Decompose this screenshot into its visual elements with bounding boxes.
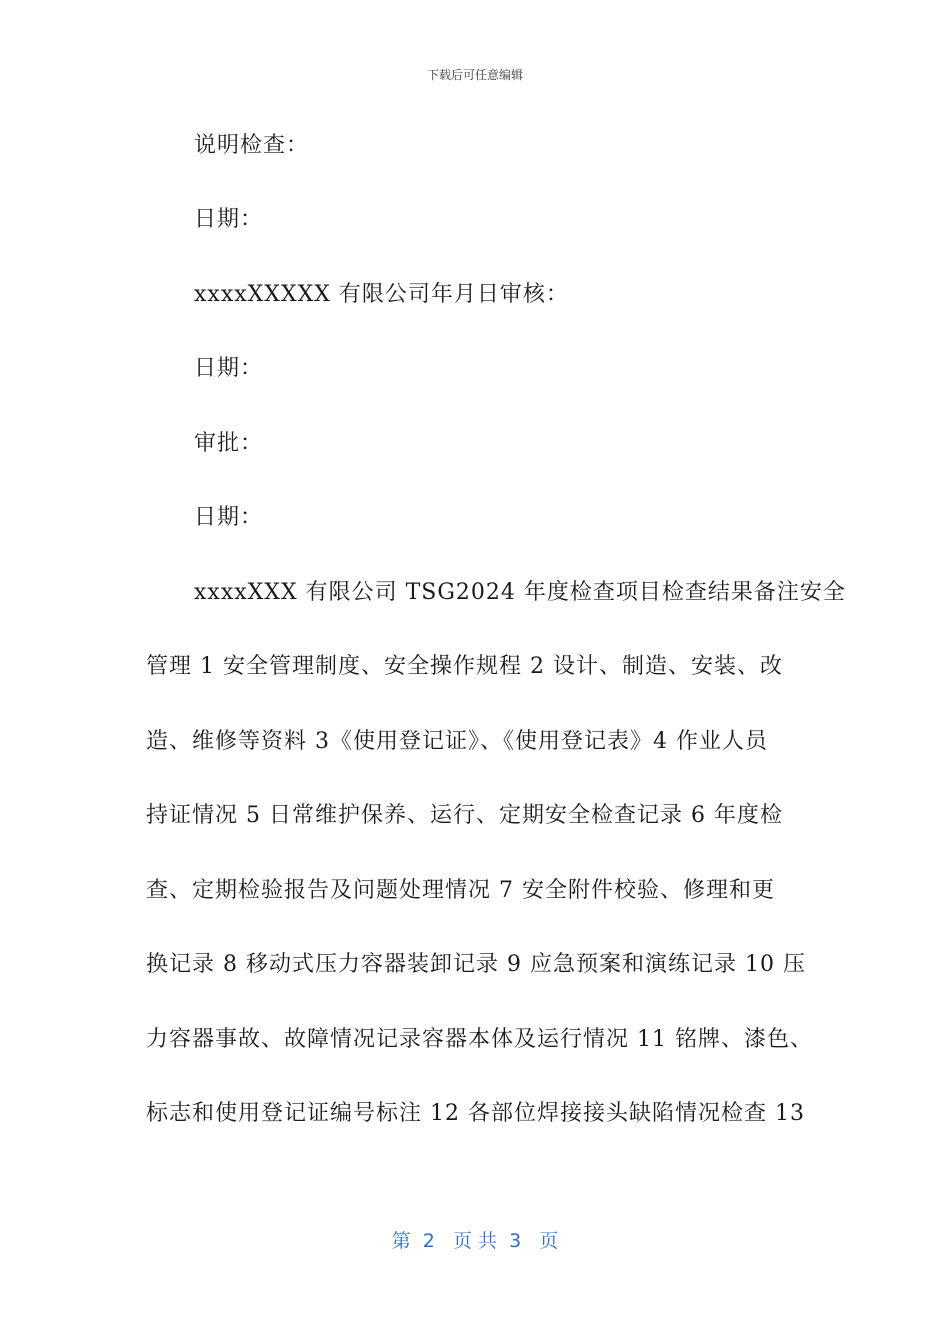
paragraph-line-3: 造、维修等资料 3《使用登记证》、《使用登记表》4 作业人员: [146, 729, 768, 754]
paragraph-line-2: 管理 1 安全管理制度、安全操作规程 2 设计、制造、安装、改: [146, 654, 783, 679]
text-line-date-3: 日期：: [194, 505, 264, 530]
text-line-approval: 审批：: [194, 431, 264, 456]
paragraph-line-5: 查、定期检验报告及问题处理情况 7 安全附件校验、修理和更: [146, 878, 775, 903]
paragraph-line-7: 力容器事故、故障情况记录容器本体及运行情况 11 铭牌、漆色、: [146, 1027, 813, 1052]
text-line-date-2: 日期：: [194, 356, 264, 381]
text-line-date-1: 日期：: [194, 207, 264, 232]
paragraph-line-4: 持证情况 5 日常维护保养、运行、定期安全检查记录 6 年度检: [146, 803, 783, 828]
paragraph-line-1: xxxxXXX 有限公司 TSG2024 年度检查项目检查结果备注安全: [194, 580, 846, 605]
paragraph-line-6: 换记录 8 移动式压力容器装卸记录 9 应急预案和演练记录 10 压: [146, 952, 806, 977]
page-number: 第 2 页 共 3 页: [391, 1230, 559, 1252]
paragraph-line-8: 标志和使用登记证编号标注 12 各部位焊接接头缺陷情况检查 13: [146, 1101, 805, 1126]
page-header: 下载后可任意编辑: [426, 68, 523, 82]
text-line-explain-check: 说明检查：: [194, 133, 310, 158]
text-line-company-review: xxxxXXXXX 有限公司年月日审核：: [194, 282, 569, 307]
